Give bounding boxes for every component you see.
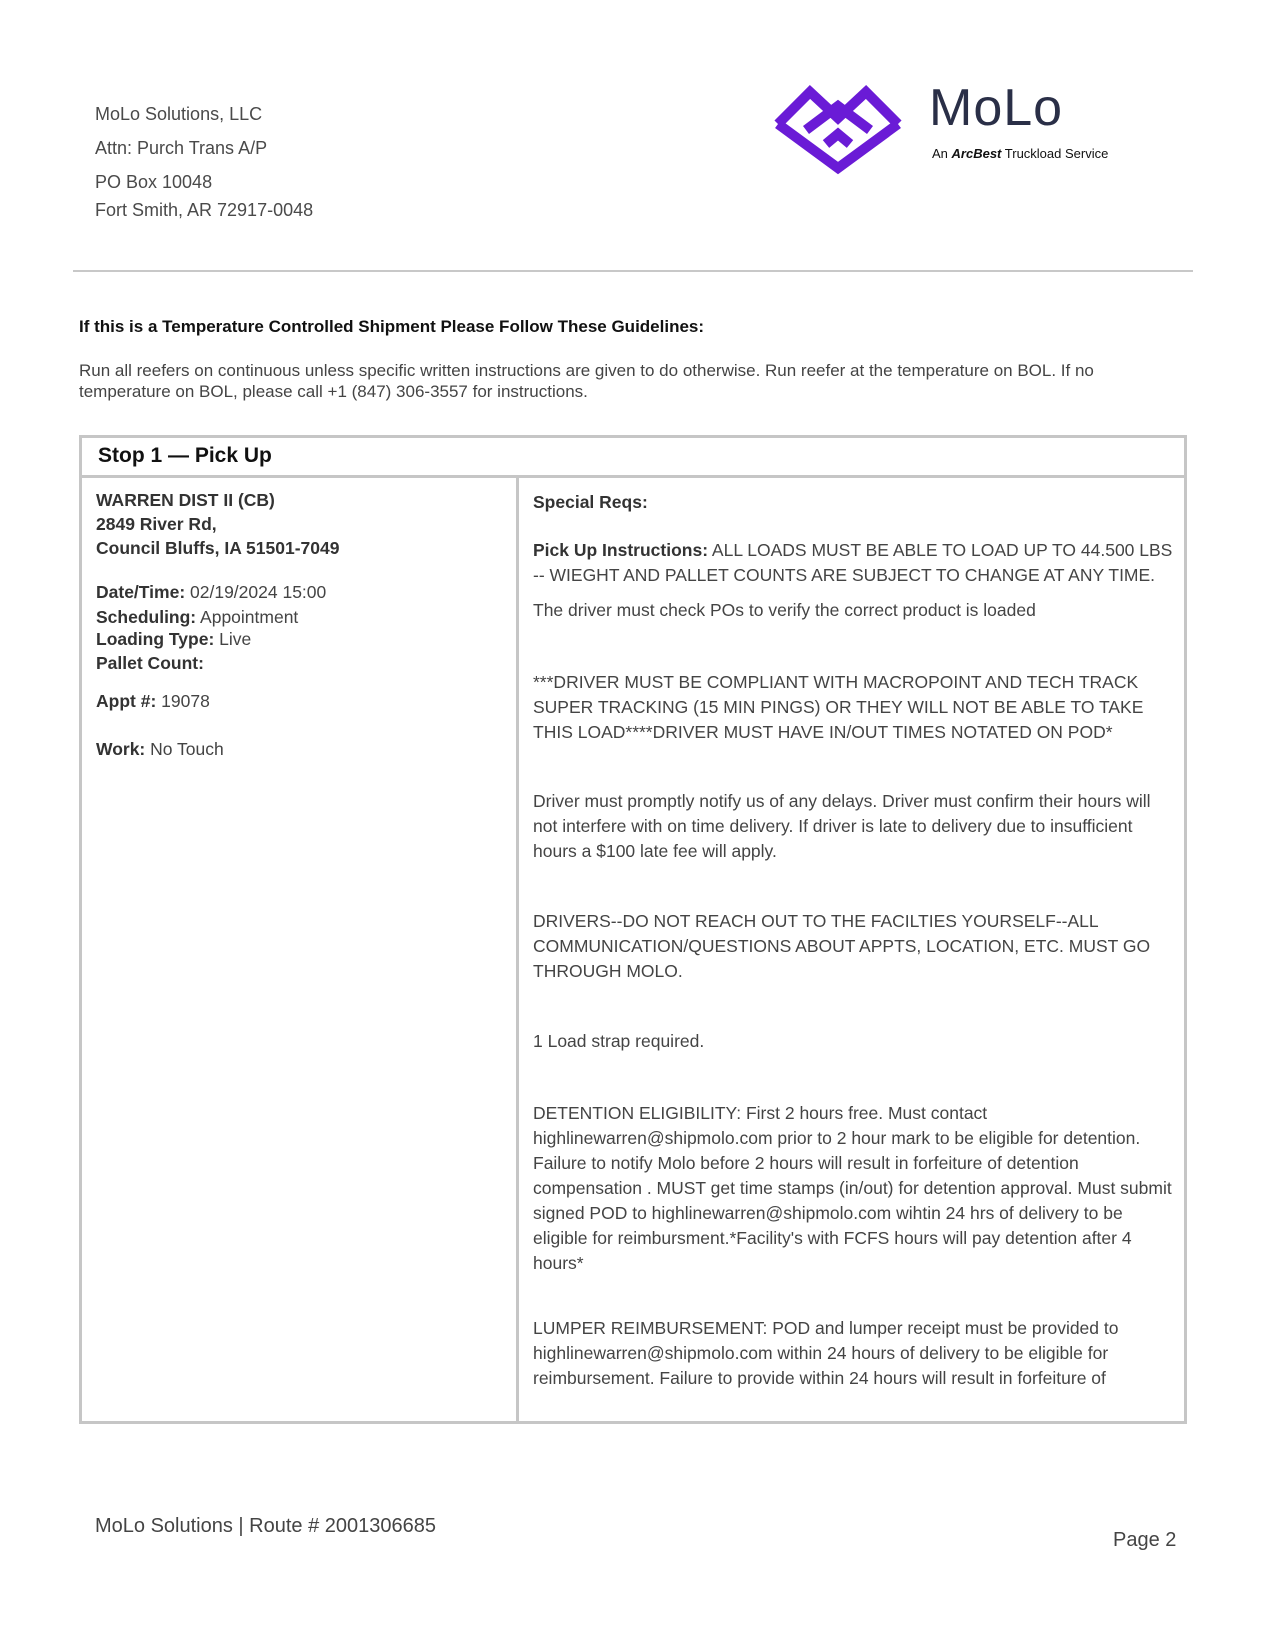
address-company: MoLo Solutions, LLC [95, 104, 263, 124]
appt-label: Appt #: [96, 691, 157, 711]
stop-title: Stop 1 — Pick Up [98, 444, 272, 467]
tagline-prefix: An [932, 146, 948, 161]
guidelines-text: Run all reefers on continuous unless specific written instructions are given to do otherwise. Run reefer at the temperature on BOL. If no temperature on BOL, please call +1 (847) 306-3557 for instructions. [79, 361, 1094, 401]
scheduling-value: Appointment [196, 607, 299, 627]
pickup-instructions [533, 538, 1173, 588]
molo-wordmark: MoLo [929, 79, 1064, 137]
date-time-label: Date/Time: [96, 582, 186, 602]
guidelines-title: If this is a Temperature Controlled Shipment Please Follow These Guidelines: [79, 317, 705, 336]
work-value: No Touch [145, 739, 224, 759]
footer-route: MoLo Solutions | Route # 2001306685 [95, 1515, 437, 1537]
detention-text: DETENTION ELIGIBILITY: First 2 hours free. Must contact highlinewarren@shipmolo.com prior to 2 hour mark to be eligible for detention. Failure to notify Molo before 2 hours will result in forfeiture of detention compensation . MUST get time stamps (in/out) for detention approval. Must submit signed POD to highlinewarren@shipmolo.com wihtin 24 hrs of delivery to be eligible for reimbursment.*Facility's with FCFS hours will pay detention after 4 hours* [533, 1103, 1172, 1273]
macropoint-text: ***DRIVER MUST BE COMPLIANT WITH MACROPOINT AND TECH TRACK SUPER TRACKING (15 MIN PINGS) OR THEY WILL NOT BE ABLE TO TAKE THIS LOAD****DRIVER MUST HAVE IN/OUT TIMES NOTATED ON POD* [533, 672, 1144, 742]
molo-logo-mark-icon [772, 84, 904, 176]
stop-header [82, 438, 1184, 478]
address-attn: Attn: Purch Trans A/P [95, 138, 268, 158]
loading-type-value: Live [214, 629, 252, 649]
appt-value: 19078 [156, 691, 210, 711]
delays-text: Driver must promptly notify us of any delays. Driver must confirm their hours will not interfere with on time delivery. If driver is late to delivery due to insufficient hours a $100 late fee will apply. [533, 791, 1151, 861]
address-city: Fort Smith, AR 72917-0048 [95, 200, 314, 220]
pickup-instructions-label: Pick Up Instructions: [533, 540, 709, 560]
tagline-suffix: Truckload Service [1004, 146, 1109, 161]
date-time-row [96, 582, 326, 603]
pallet-count-label: Pallet Count: [96, 653, 204, 673]
work-label: Work: [96, 739, 146, 759]
facilities-text: DRIVERS--DO NOT REACH OUT TO THE FACILTIES YOURSELF--ALL COMMUNICATION/QUESTIONS ABOUT APPTS, LOCATION, ETC. MUST GO THROUGH MOLO. [533, 911, 1151, 981]
lumper-text: LUMPER REIMBURSEMENT: POD and lumper receipt must be provided to highlinewarren@shipmolo.com within 24 hours of delivery to be eligible for reimbursement. Failure to provide within 24 hours will result in forfeiture of [533, 1318, 1119, 1388]
facility-name: WARREN DIST II (CB) [96, 490, 275, 510]
date-time-value: 02/19/2024 15:00 [185, 582, 327, 602]
loading-type-row [96, 629, 251, 650]
page-number: Page 2 [1113, 1529, 1177, 1551]
pickup-instructions-value: ALL LOADS MUST BE ABLE TO LOAD UP TO 44.500 LBS -- WIEGHT AND PALLET COUNTS ARE SUBJECT TO CHANGE AT ANY TIME. [533, 540, 1173, 585]
column-divider [516, 478, 519, 1424]
check-pos-text: The driver must check POs to verify the correct product is loaded [533, 600, 1036, 620]
stop-table [79, 435, 1187, 1424]
facility-street: 2849 River Rd, [96, 514, 217, 534]
special-reqs-label: Special Reqs: [533, 492, 648, 512]
load-strap-text: 1 Load strap required. [533, 1031, 705, 1051]
facility-city: Council Bluffs, IA 51501-7049 [96, 538, 340, 558]
molo-logo [772, 79, 1144, 176]
address-po-box: PO Box 10048 [95, 172, 213, 192]
scheduling-row [96, 607, 298, 628]
header-divider [73, 270, 1193, 272]
work-row [96, 739, 224, 760]
molo-tagline [932, 146, 1108, 161]
appt-row [96, 691, 210, 712]
loading-type-label: Loading Type: [96, 629, 215, 649]
scheduling-label: Scheduling: [96, 607, 197, 627]
tagline-brand: ArcBest [951, 146, 1002, 161]
